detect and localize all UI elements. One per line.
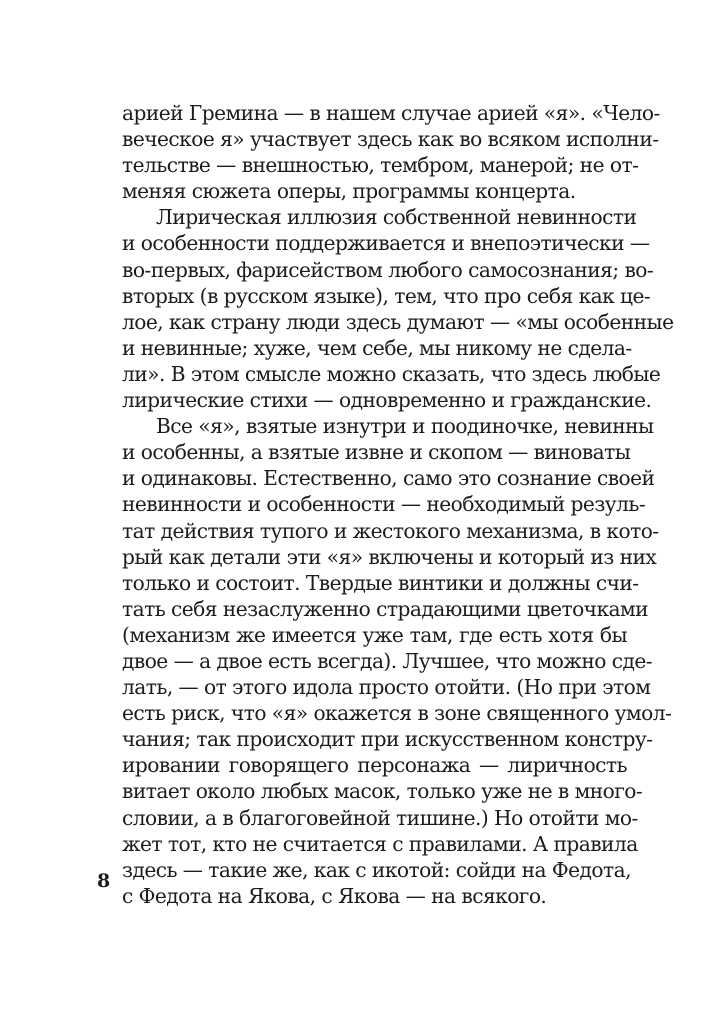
text-line: и особенности поддерживается и внепоэтически — <box>122 231 650 256</box>
text-line: здесь — такие же, как с икотой: сойди на Федота, <box>122 857 631 882</box>
text-line: витает около любых масок, только уже не в много- <box>122 779 643 804</box>
text-line: и особенны, а взятые извне и скопом — виноваты <box>122 440 631 465</box>
text-line: ировании говорящего персонажа — лиричность <box>122 753 627 778</box>
text-line: ли». В этом смысле можно сказать, что здесь любые <box>122 361 661 386</box>
text-line: лое, как страну люди здесь думают — «мы особенные <box>122 309 674 334</box>
text-line: меняя сюжета оперы, программы концерта. <box>122 179 576 204</box>
text-line: лирические стихи — одновременно и гражданские. <box>122 388 652 413</box>
text-line: невинности и особенности — необходимый резуль- <box>122 492 646 517</box>
text-line: во-первых, фарисейством любого самосознания; во- <box>122 257 654 282</box>
text-line: тат действия тупого и жестокого механизма, в кото- <box>122 518 659 543</box>
text-line: Лирическая иллюзия собственной невинности <box>156 205 637 230</box>
text-line: Все «я», взятые изнутри и поодиночке, невинны <box>156 414 654 439</box>
text-line: веческое я» участвует здесь как во всяком исполни- <box>122 127 659 152</box>
text-line: двое — а двое есть всегда). Лучшее, что можно сде- <box>122 648 652 673</box>
text-line: вторых (в русском языке), тем, что про себя как це- <box>122 283 651 308</box>
text-line: только и состоит. Твердые винтики и должны счи- <box>122 570 639 595</box>
text-line: тать себя незаслуженно страдающими цветочками <box>122 596 649 621</box>
body-text <box>122 100 674 909</box>
text-line: лать, — от этого идола просто отойти. (Но при этом <box>122 675 651 700</box>
text-line: жет тот, кто не считается с правилами. А правила <box>122 831 638 856</box>
text-line: рый как детали эти «я» включены и который из них <box>122 544 657 569</box>
text-line: чания; так происходит при искусственном констру- <box>122 727 653 752</box>
text-line: тельстве — внешностью, тембром, манерой; не от- <box>122 153 639 178</box>
text-line: арией Гремина — в нашем случае арией «я». «Чело- <box>122 101 660 125</box>
text-line: (механизм же имеется уже там, где есть хотя бы <box>122 622 627 647</box>
text-line: есть риск, что «я» окажется в зоне священного умол- <box>122 701 672 726</box>
page-number: 8 <box>97 870 111 892</box>
text-line: словии, а в благоговейной тишине.) Но отойти мо- <box>122 805 638 830</box>
text-line: и невинные; хуже, чем себе, мы никому не сдела- <box>122 335 632 360</box>
text-line: с Федота на Якова, с Якова — на всякого. <box>122 883 547 908</box>
text-line: и одинаковы. Естественно, само это сознание своей <box>122 466 655 491</box>
